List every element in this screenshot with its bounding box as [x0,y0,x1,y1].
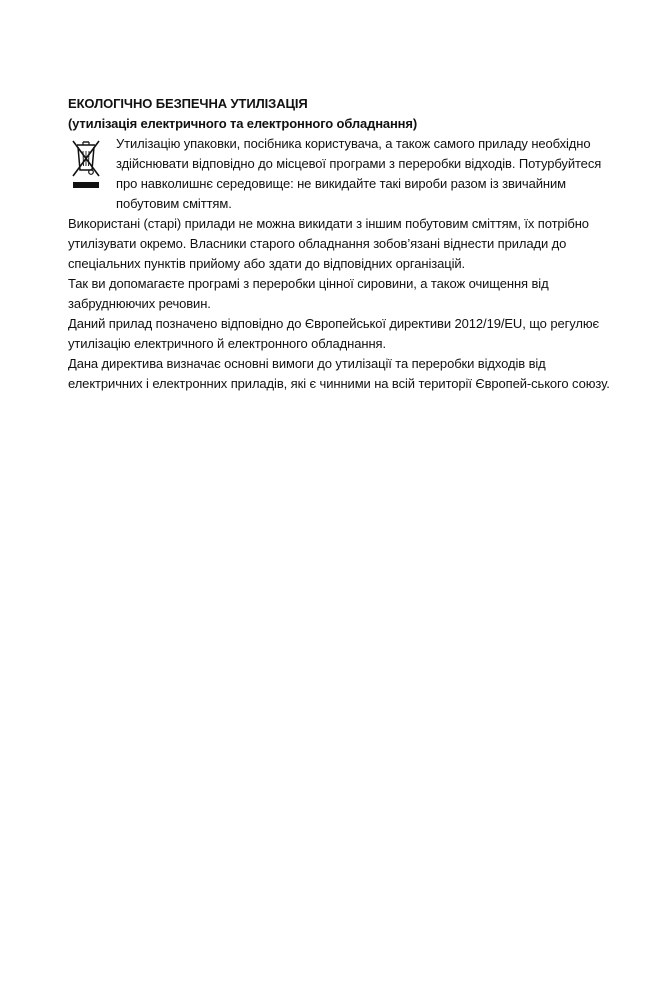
paragraph-3: Даний прилад позначено відповідно до Європейської директиви 2012/19/EU, що регулює утилізацію електричного й електронного обладнання. [68,316,600,351]
paragraph-4: Дана директива визначає основні вимоги до утилізації та переробки відходів від електричних і електронних приладів, які є чинними на всій території Європей-ського союзу. [68,356,610,391]
intro-block [68,134,613,214]
intro-text: Утилізацію упаковки, посібника користувача, а також самого приладу необхідно здійснювати відповідно до місцевої програми з переробки відходів. Потурбуйтеся про навколишнє середовище: не викидайте такі вироби разом із звичайним побутовим сміттям. [116,136,602,211]
crossed-out-wheeled-bin-icon [68,134,116,194]
document-page [68,94,613,394]
document-title: ЕКОЛОГІЧНО БЕЗПЕЧНА УТИЛІЗАЦІЯ [68,96,308,111]
paragraph-1: Використані (старі) прилади не можна викидати з іншим побутовим сміттям, їх потрібно утилізувати окремо. Власники старого обладнання зобов’язані віднести прилади до спеціальних пунктів прийому або здати до відповідних організацій. [68,216,589,271]
document-subtitle: (утилізація електричного та електронного обладнання) [68,116,417,131]
paragraph-2: Так ви допомагаєте програмі з переробки цінної сировини, а також очищення від забруднюючих речовин. [68,276,549,311]
